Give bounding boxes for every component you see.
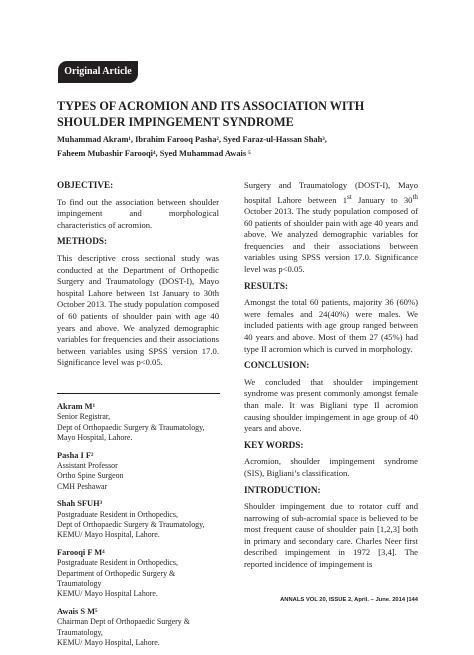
affiliation-line: Senior Registrar, bbox=[57, 412, 111, 422]
objective-heading: OBJECTIVE: bbox=[57, 180, 114, 190]
affiliation-line: Postgraduate Resident in Orthopedics, bbox=[57, 509, 178, 519]
affiliation-line: KEMU/ Mayo Hospital, Lahore. bbox=[57, 638, 160, 648]
article-type-badge: Original Article bbox=[58, 61, 138, 83]
affiliation-line: Dept of Orthopaedic Surgery & Traumatology, bbox=[57, 519, 205, 529]
affiliation-item bbox=[57, 402, 219, 444]
introduction-heading: INTRODUCTION: bbox=[244, 484, 321, 495]
conclusion-text: We concluded that shoulder impingement syndrome was present commonly amongst female than male. It was Bigliani type II acromion causing shoulder impingement in age group of 40 years and above. bbox=[244, 376, 418, 434]
methods-heading: METHODS: bbox=[57, 236, 108, 247]
objective-text: To find out the association between shoulder impingement and morphological characteristics of acromion. bbox=[57, 196, 219, 230]
introduction-text: Shoulder impingement due to rotator cuff and narrowing of sub-acromial space is believed to be most frequent cause of shoulder pain [1,2,3] both in primary and secondary care. Charles Neer first described impingement in 1972 [3,4]. The reported incidence of impingement is bbox=[244, 501, 418, 570]
affiliation-line: Dept of Orthopaedic Surgery & Traumatology, bbox=[57, 422, 205, 432]
affiliation-name: Akram M¹ bbox=[57, 401, 96, 411]
affiliation-line: Ortho Spine Surgeon bbox=[57, 471, 124, 481]
keywords-heading: KEY WORDS: bbox=[244, 439, 304, 450]
affiliation-name: Farooqi F M⁴ bbox=[57, 547, 105, 557]
author-line: Muhammad Akram¹, Ibrahim Farooq Pasha², Syed Faraz-ul-Hassan Shah³, bbox=[57, 135, 327, 144]
affiliation-name: Pasha I F² bbox=[57, 450, 94, 460]
affiliation-item bbox=[57, 451, 219, 493]
left-column bbox=[57, 180, 219, 655]
affiliation-item bbox=[57, 548, 219, 600]
section-divider bbox=[57, 393, 220, 394]
affiliation-item bbox=[57, 499, 219, 541]
affiliation-line: CMH Peshawar bbox=[57, 481, 108, 491]
affiliation-line: KEMU/ Mayo Hospital Lahore. bbox=[57, 589, 158, 599]
affiliation-line: Assistant Professor bbox=[57, 460, 118, 470]
author-line: Faheem Mubashir Farooqi⁴, Syed Muhammad Awais ⁵ bbox=[57, 148, 251, 158]
keywords-text: Acromion, shoulder impingement syndrome (SIS), Bigliani’s classification. bbox=[244, 456, 418, 478]
affiliation-line: Department of Orthopedic Surgery & Traumatology bbox=[57, 568, 176, 588]
right-column bbox=[244, 180, 418, 576]
results-text: Amongst the total 60 patients, majority 36 (60%) were females and 24(40%) were males. We included patients with age group ranged between 40 years and above. Most of them 27 (45%) had type II acromion which is curved in morphology. bbox=[244, 297, 418, 354]
affiliation-item bbox=[57, 607, 219, 649]
methods-text: This descriptive cross sectional study was conducted at the Department of Orthopedic Surgery and Traumatology (DOST-I), Mayo hospital Lahore between 1st January to 30th October 2013. The study population composed of 60 patients of shoulder pain with age 40 years and above. We analyzed demographic variables for frequencies and their associations between variables using SPSS version 17.0. Significance level was p<0.05. bbox=[57, 252, 219, 368]
article-title: TYPES OF ACROMION AND ITS ASSOCIATION WITH SHOULDER IMPINGEMENT SYNDROME bbox=[57, 99, 365, 129]
affiliation-name: Shah SFUH³ bbox=[57, 499, 103, 509]
methods-continuation: Surgery and Traumatology (DOST-I), Mayo hospital Lahore between 1st January to 30th October 2013. The study population composed of 60 patients of shoulder pain with age 40 years and above. We analyzed demographic variables for frequencies and their associations between variables using SPSS version 17.0. Significance level was p<0.05. bbox=[244, 180, 419, 275]
affiliation-line: KEMU/ Mayo Hospital, Lahore. bbox=[57, 530, 160, 540]
affiliation-line: Chairman Dept of Orthopaedic Surgery & Traumatology, bbox=[57, 617, 190, 637]
affiliation-line: Mayo Hospital, Lahore. bbox=[57, 433, 133, 443]
affiliation-name: Awais S M⁵ bbox=[57, 606, 98, 616]
page-footer: ANNALS VOL 20, ISSUE 2, April. – June. 2014 |144 bbox=[280, 597, 418, 603]
conclusion-heading: CONCLUSION: bbox=[244, 360, 310, 371]
affiliation-line: Postgraduate Resident in Orthopedics, bbox=[57, 558, 178, 568]
affiliation-list bbox=[57, 402, 219, 649]
author-list bbox=[57, 133, 427, 160]
results-heading: RESULTS: bbox=[244, 280, 289, 291]
